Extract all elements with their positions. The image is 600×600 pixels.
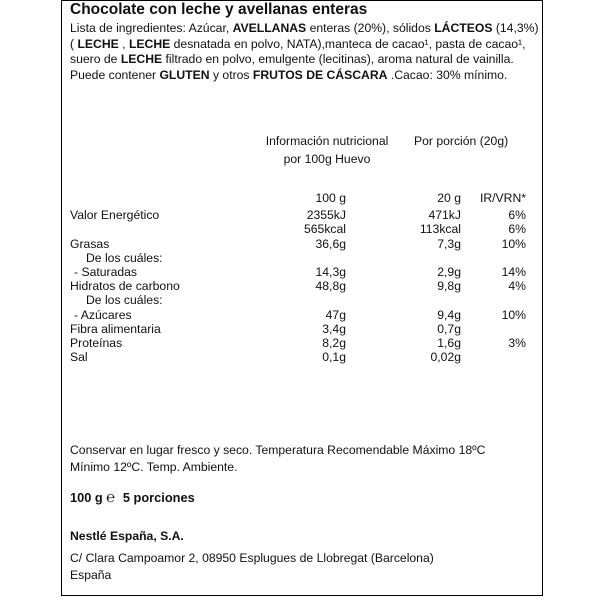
ingredient-text: .Cacao: 30% mínimo. bbox=[387, 67, 508, 82]
nutrition-value-ir: 4% bbox=[508, 279, 526, 293]
nutrition-value-ir: 14% bbox=[501, 265, 526, 279]
nutrition-label: - Azúcares bbox=[74, 308, 132, 322]
nutrition-value-20g: 0,02g bbox=[430, 350, 461, 364]
quantity-value: 100 g bbox=[70, 490, 103, 505]
nutrition-label: Sal bbox=[70, 350, 88, 364]
net-quantity bbox=[70, 489, 195, 506]
nutrition-header-line1: Información nutricional bbox=[265, 134, 389, 148]
nutrition-header-line2: por 100g Huevo bbox=[283, 152, 371, 166]
col-header-100g: 100 g bbox=[315, 191, 346, 205]
nutrition-label: De los cuáles: bbox=[86, 293, 163, 307]
ingredient-text: , bbox=[118, 36, 129, 51]
nutrition-value-20g: 1,6g bbox=[437, 336, 461, 350]
allergen-highlight: FRUTOS DE CÁSCARA bbox=[252, 67, 388, 82]
nutrition-value-ir: 3% bbox=[508, 336, 526, 350]
col-header-20g: 20 g bbox=[437, 191, 461, 205]
nutrition-value-ir: 10% bbox=[501, 308, 526, 322]
nutrition-value-20g: 9,8g bbox=[437, 279, 461, 293]
nutrition-label: Valor Energético bbox=[70, 208, 160, 222]
ingredients-list bbox=[70, 21, 540, 83]
nutrition-value-20g: 2,9g bbox=[437, 265, 461, 279]
allergen-highlight: GLUTEN bbox=[159, 67, 210, 82]
allergen-highlight: LECHE bbox=[120, 52, 163, 66]
nutrition-value-100g: 14,3g bbox=[315, 265, 346, 279]
nutrition-label: - Saturadas bbox=[74, 265, 138, 279]
ingredient-text: y otros bbox=[209, 67, 253, 82]
nutrition-value-20g: 0,7g bbox=[437, 322, 461, 336]
company-name: Nestlé España, S.A. bbox=[70, 529, 184, 543]
nutrition-label: Proteínas bbox=[70, 336, 123, 350]
nutrition-value-100g: 36,6g bbox=[315, 237, 346, 251]
storage-line-2: Mínimo 12ºC. Temp. Ambiente. bbox=[70, 460, 238, 474]
nutrition-value-100g: 565kcal bbox=[303, 222, 346, 236]
portions-count: 5 porciones bbox=[122, 490, 195, 505]
nutrition-header-100g bbox=[257, 134, 397, 166]
col-header-ir: IR/VRN* bbox=[479, 191, 526, 205]
nutrition-value-ir: 6% bbox=[508, 222, 526, 236]
product-title: Chocolate con leche y avellanas enteras bbox=[70, 1, 368, 18]
nutrition-value-ir: 10% bbox=[501, 237, 526, 251]
nutrition-value-100g: 2355kJ bbox=[306, 208, 346, 222]
ingredient-text: desnatada en polvo, NATA),manteca de cacao¹, pasta de cacao¹, suero de bbox=[70, 36, 526, 66]
nutrition-value-100g: 3,4g bbox=[322, 322, 346, 336]
nutrition-value-100g: 8,2g bbox=[322, 336, 346, 350]
nutrition-label: Fibra alimentaria bbox=[70, 322, 161, 336]
nutrition-label: Hidratos de carbono bbox=[70, 279, 180, 293]
allergen-highlight: AVELLANAS bbox=[232, 21, 307, 35]
storage-line-1: Conservar en lugar fresco y seco. Temperatura Recomendable Máximo 18ºC bbox=[70, 443, 486, 457]
nutrition-value-20g: 113kcal bbox=[419, 222, 461, 236]
allergen-highlight: LECHE bbox=[128, 36, 171, 51]
product-label bbox=[61, 0, 543, 596]
nutrition-label: Grasas bbox=[70, 237, 110, 251]
nutrition-header-portion: Por porción (20g) bbox=[414, 134, 509, 148]
ingredient-text: Lista de ingredientes: Azúcar, bbox=[70, 21, 233, 35]
allergen-highlight: LÁCTEOS bbox=[434, 21, 493, 35]
nutrition-value-20g: 471kJ bbox=[428, 208, 461, 222]
allergen-highlight: LECHE bbox=[77, 36, 119, 51]
ingredient-text: filtrado en polvo, emulgente (lecitinas), aroma natural de vainilla. Puede contener bbox=[70, 52, 514, 82]
nutrition-value-20g: 7,3g bbox=[437, 237, 461, 251]
nutrition-value-ir: 6% bbox=[508, 208, 526, 222]
nutrition-value-100g: 47g bbox=[325, 308, 346, 322]
nutrition-value-20g: 9,4g bbox=[437, 308, 461, 322]
company-address: C/ Clara Campoamor 2, 08950 Esplugues de Llobregat (Barcelona) bbox=[70, 551, 434, 565]
estimated-sign-icon: ℮ bbox=[106, 489, 116, 506]
ingredient-text: (14,3%) ( bbox=[70, 21, 539, 51]
company-country: España bbox=[70, 568, 112, 582]
nutrition-value-100g: 48,8g bbox=[315, 279, 346, 293]
ingredient-text: enteras (20%), sólidos bbox=[306, 21, 435, 35]
nutrition-value-100g: 0,1g bbox=[322, 350, 346, 364]
nutrition-label: De los cuáles: bbox=[86, 251, 163, 265]
